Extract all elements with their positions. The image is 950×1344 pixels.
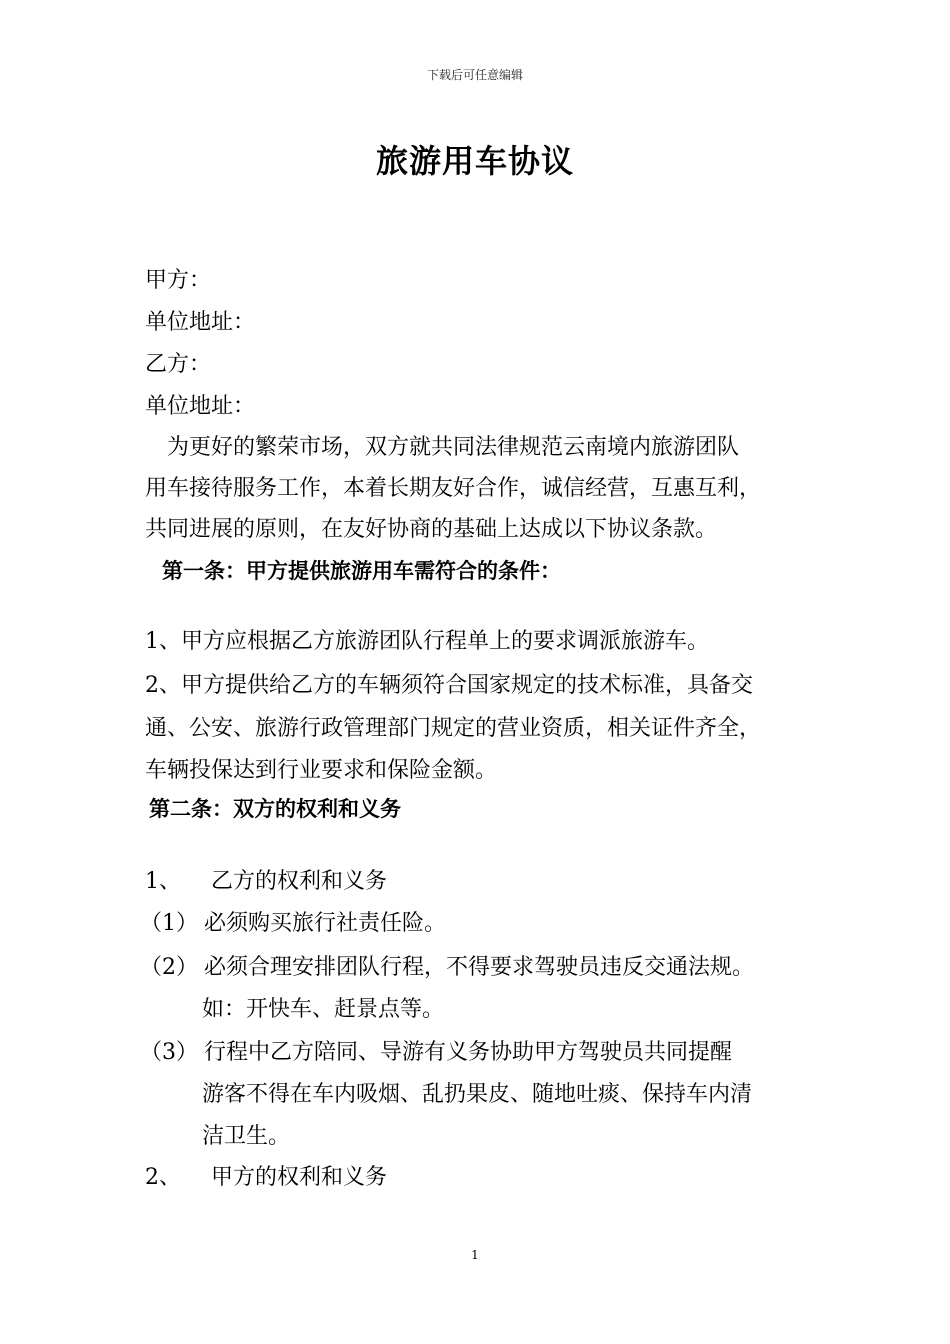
article1-item2-line: 2、甲方提供给乙方的车辆须符合国家规定的技术标准，具备交 xyxy=(145,673,753,698)
document-title: 旅游用车协议 xyxy=(375,142,574,180)
article2-sub3 xyxy=(140,1035,732,1066)
article2-heading: 第二条：双方的权利和义务 xyxy=(149,796,401,821)
section-number: 2、 xyxy=(145,1165,181,1190)
section-text: 乙方的权利和义务 xyxy=(211,869,388,894)
section-text: 甲方的权利和义务 xyxy=(211,1165,388,1190)
article1-item1: 1、甲方应根据乙方旅游团队行程单上的要求调派旅游车。 xyxy=(145,629,709,654)
article2-sub2 xyxy=(140,950,754,981)
article2-sub1 xyxy=(140,906,446,937)
preamble-line: 为更好的繁荣市场，双方就共同法律规范云南境内旅游团队 xyxy=(167,435,740,460)
article1-item2-line: 通、公安、旅游行政管理部门规定的营业资质，相关证件齐全， xyxy=(145,716,762,741)
sub-text: 行程中乙方陪同、导游有义务协助甲方驾驶员共同提醒 xyxy=(204,1040,733,1065)
preamble-line: 用车接待服务工作，本着长期友好合作，诚信经营，互惠互利， xyxy=(145,476,762,501)
page-number: 1 xyxy=(471,1248,479,1262)
article1-item2-line: 车辆投保达到行业要求和保险金额。 xyxy=(145,758,498,783)
sub-number: （1） xyxy=(140,911,198,936)
section-number: 1、 xyxy=(145,869,181,894)
preamble-line: 共同进展的原则，在友好协商的基础上达成以下协议条款。 xyxy=(145,517,718,542)
party-a-label: 甲方： xyxy=(145,268,212,293)
party-b-address-label: 单位地址： xyxy=(145,394,256,419)
article2-section2 xyxy=(145,1160,387,1191)
party-b-label: 乙方： xyxy=(145,352,212,377)
sub-number: （2） xyxy=(140,955,198,980)
article2-sub3-cont: 洁卫生。 xyxy=(202,1124,291,1149)
sub-text: 必须合理安排团队行程，不得要求驾驶员违反交通法规。 xyxy=(204,955,755,980)
header-note: 下载后可任意编辑 xyxy=(426,68,523,82)
article2-sub2-cont: 如：开快车、赶景点等。 xyxy=(202,997,445,1022)
article1-heading: 第一条：甲方提供旅游用车需符合的条件： xyxy=(162,558,561,583)
article2-sub3-cont: 游客不得在车内吸烟、乱扔果皮、随地吐痰、保持车内清 xyxy=(202,1082,753,1107)
article2-section1 xyxy=(145,864,387,895)
party-a-address-label: 单位地址： xyxy=(145,310,256,335)
sub-text: 必须购买旅行社责任险。 xyxy=(204,911,447,936)
sub-number: （3） xyxy=(140,1040,198,1065)
